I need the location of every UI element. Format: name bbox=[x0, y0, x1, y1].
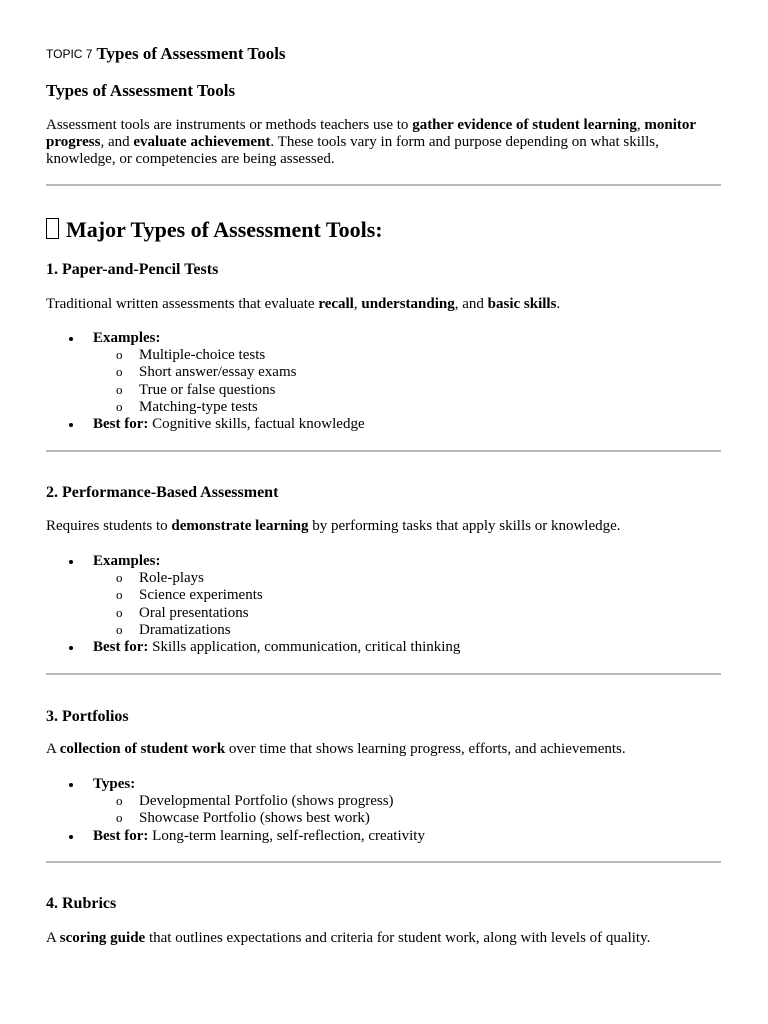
intro-emphasis: monitor progress bbox=[46, 117, 696, 150]
section-description bbox=[46, 930, 650, 947]
major-heading bbox=[46, 217, 383, 243]
section-performance-based bbox=[46, 483, 736, 656]
list-label: Types: bbox=[93, 776, 136, 792]
intro-text: Assessment tools are instruments or methods teachers use to bbox=[46, 117, 413, 133]
sub-list-item: o True or false questions bbox=[93, 382, 365, 399]
desc-emphasis: recall bbox=[318, 296, 354, 312]
sub-list-item: o Dramatizations bbox=[93, 622, 460, 639]
list-label: Examples: bbox=[93, 553, 161, 569]
sub-list-item: o Showcase Portfolio (shows best work) bbox=[93, 810, 425, 827]
section-list bbox=[46, 330, 365, 433]
desc-emphasis: collection of student work bbox=[59, 741, 226, 757]
desc-text: . bbox=[556, 296, 561, 312]
sub-list-item: o Developmental Portfolio (shows progress) bbox=[93, 793, 425, 810]
desc-text: A bbox=[46, 930, 60, 946]
sub-list-item: o Oral presentations bbox=[93, 605, 460, 622]
page-title: Types of Assessment Tools bbox=[46, 81, 236, 100]
list-item bbox=[46, 639, 460, 656]
intro-text: , bbox=[636, 117, 645, 133]
section-description bbox=[46, 518, 621, 535]
sub-list-item: o Science experiments bbox=[93, 587, 460, 604]
list-item bbox=[46, 828, 425, 845]
desc-text: , and bbox=[454, 296, 488, 312]
desc-text: , bbox=[353, 296, 362, 312]
desc-text: that outlines expectations and criteria for student work, along with levels of quality. bbox=[145, 930, 651, 946]
list-item bbox=[46, 330, 365, 416]
intro-text: , and bbox=[100, 134, 134, 150]
topic-title: Types of Assessment Tools bbox=[96, 44, 286, 63]
sub-list bbox=[93, 570, 460, 639]
sub-list bbox=[93, 793, 425, 827]
desc-text: Requires students to bbox=[46, 518, 172, 534]
best-for-label: Best for: bbox=[93, 827, 149, 844]
section-portfolios bbox=[46, 707, 736, 844]
sub-list bbox=[93, 347, 365, 416]
section-list bbox=[46, 553, 460, 656]
best-for-text: Cognitive skills, factual knowledge bbox=[148, 416, 365, 433]
section-paper-and-pencil bbox=[46, 260, 736, 433]
sub-list-item: o Multiple-choice tests bbox=[93, 347, 365, 364]
divider bbox=[46, 861, 721, 863]
section-list bbox=[46, 776, 425, 845]
section-title: 1. Paper-and-Pencil Tests bbox=[46, 261, 219, 278]
section-title: 4. Rubrics bbox=[46, 895, 117, 912]
list-item bbox=[46, 776, 425, 828]
intro-emphasis: evaluate achievement bbox=[133, 134, 271, 150]
list-item bbox=[46, 553, 460, 639]
major-heading-text: Major Types of Assessment Tools: bbox=[66, 217, 383, 242]
desc-emphasis: basic skills bbox=[487, 296, 557, 312]
topic-header bbox=[46, 44, 286, 64]
desc-text: by performing tasks that apply skills or knowledge. bbox=[308, 518, 621, 534]
section-title: 2. Performance-Based Assessment bbox=[46, 484, 279, 501]
list-item bbox=[46, 416, 365, 433]
desc-emphasis: understanding bbox=[361, 296, 455, 312]
section-rubrics bbox=[46, 894, 736, 946]
section-description bbox=[46, 296, 560, 313]
best-for-label: Best for: bbox=[93, 639, 149, 656]
desc-text: Traditional written assessments that evaluate bbox=[46, 296, 319, 312]
desc-text: A bbox=[46, 741, 60, 757]
sub-list-item: o Matching-type tests bbox=[93, 399, 365, 416]
divider bbox=[46, 673, 721, 675]
best-for-label: Best for: bbox=[93, 416, 149, 433]
section-description bbox=[46, 741, 626, 758]
topic-tag: TOPIC 7 bbox=[46, 47, 93, 61]
intro-text: . These tools vary in form and purpose depending on what skills, knowledge, or competencies are being assessed. bbox=[46, 134, 659, 167]
desc-emphasis: demonstrate learning bbox=[171, 518, 309, 534]
desc-text: over time that shows learning progress, efforts, and achievements. bbox=[225, 741, 626, 757]
intro-paragraph bbox=[46, 117, 726, 168]
divider bbox=[46, 450, 721, 452]
missing-glyph-box-icon bbox=[46, 218, 59, 239]
intro-emphasis: gather evidence of student learning bbox=[412, 117, 637, 133]
list-label: Examples: bbox=[93, 330, 161, 346]
best-for-text: Long-term learning, self-reflection, creativity bbox=[148, 827, 425, 844]
divider bbox=[46, 184, 721, 186]
best-for-text: Skills application, communication, critical thinking bbox=[148, 639, 461, 656]
sub-list-item: o Role-plays bbox=[93, 570, 460, 587]
desc-emphasis: scoring guide bbox=[59, 930, 146, 946]
sub-list-item: o Short answer/essay exams bbox=[93, 364, 365, 381]
section-title: 3. Portfolios bbox=[46, 708, 129, 725]
